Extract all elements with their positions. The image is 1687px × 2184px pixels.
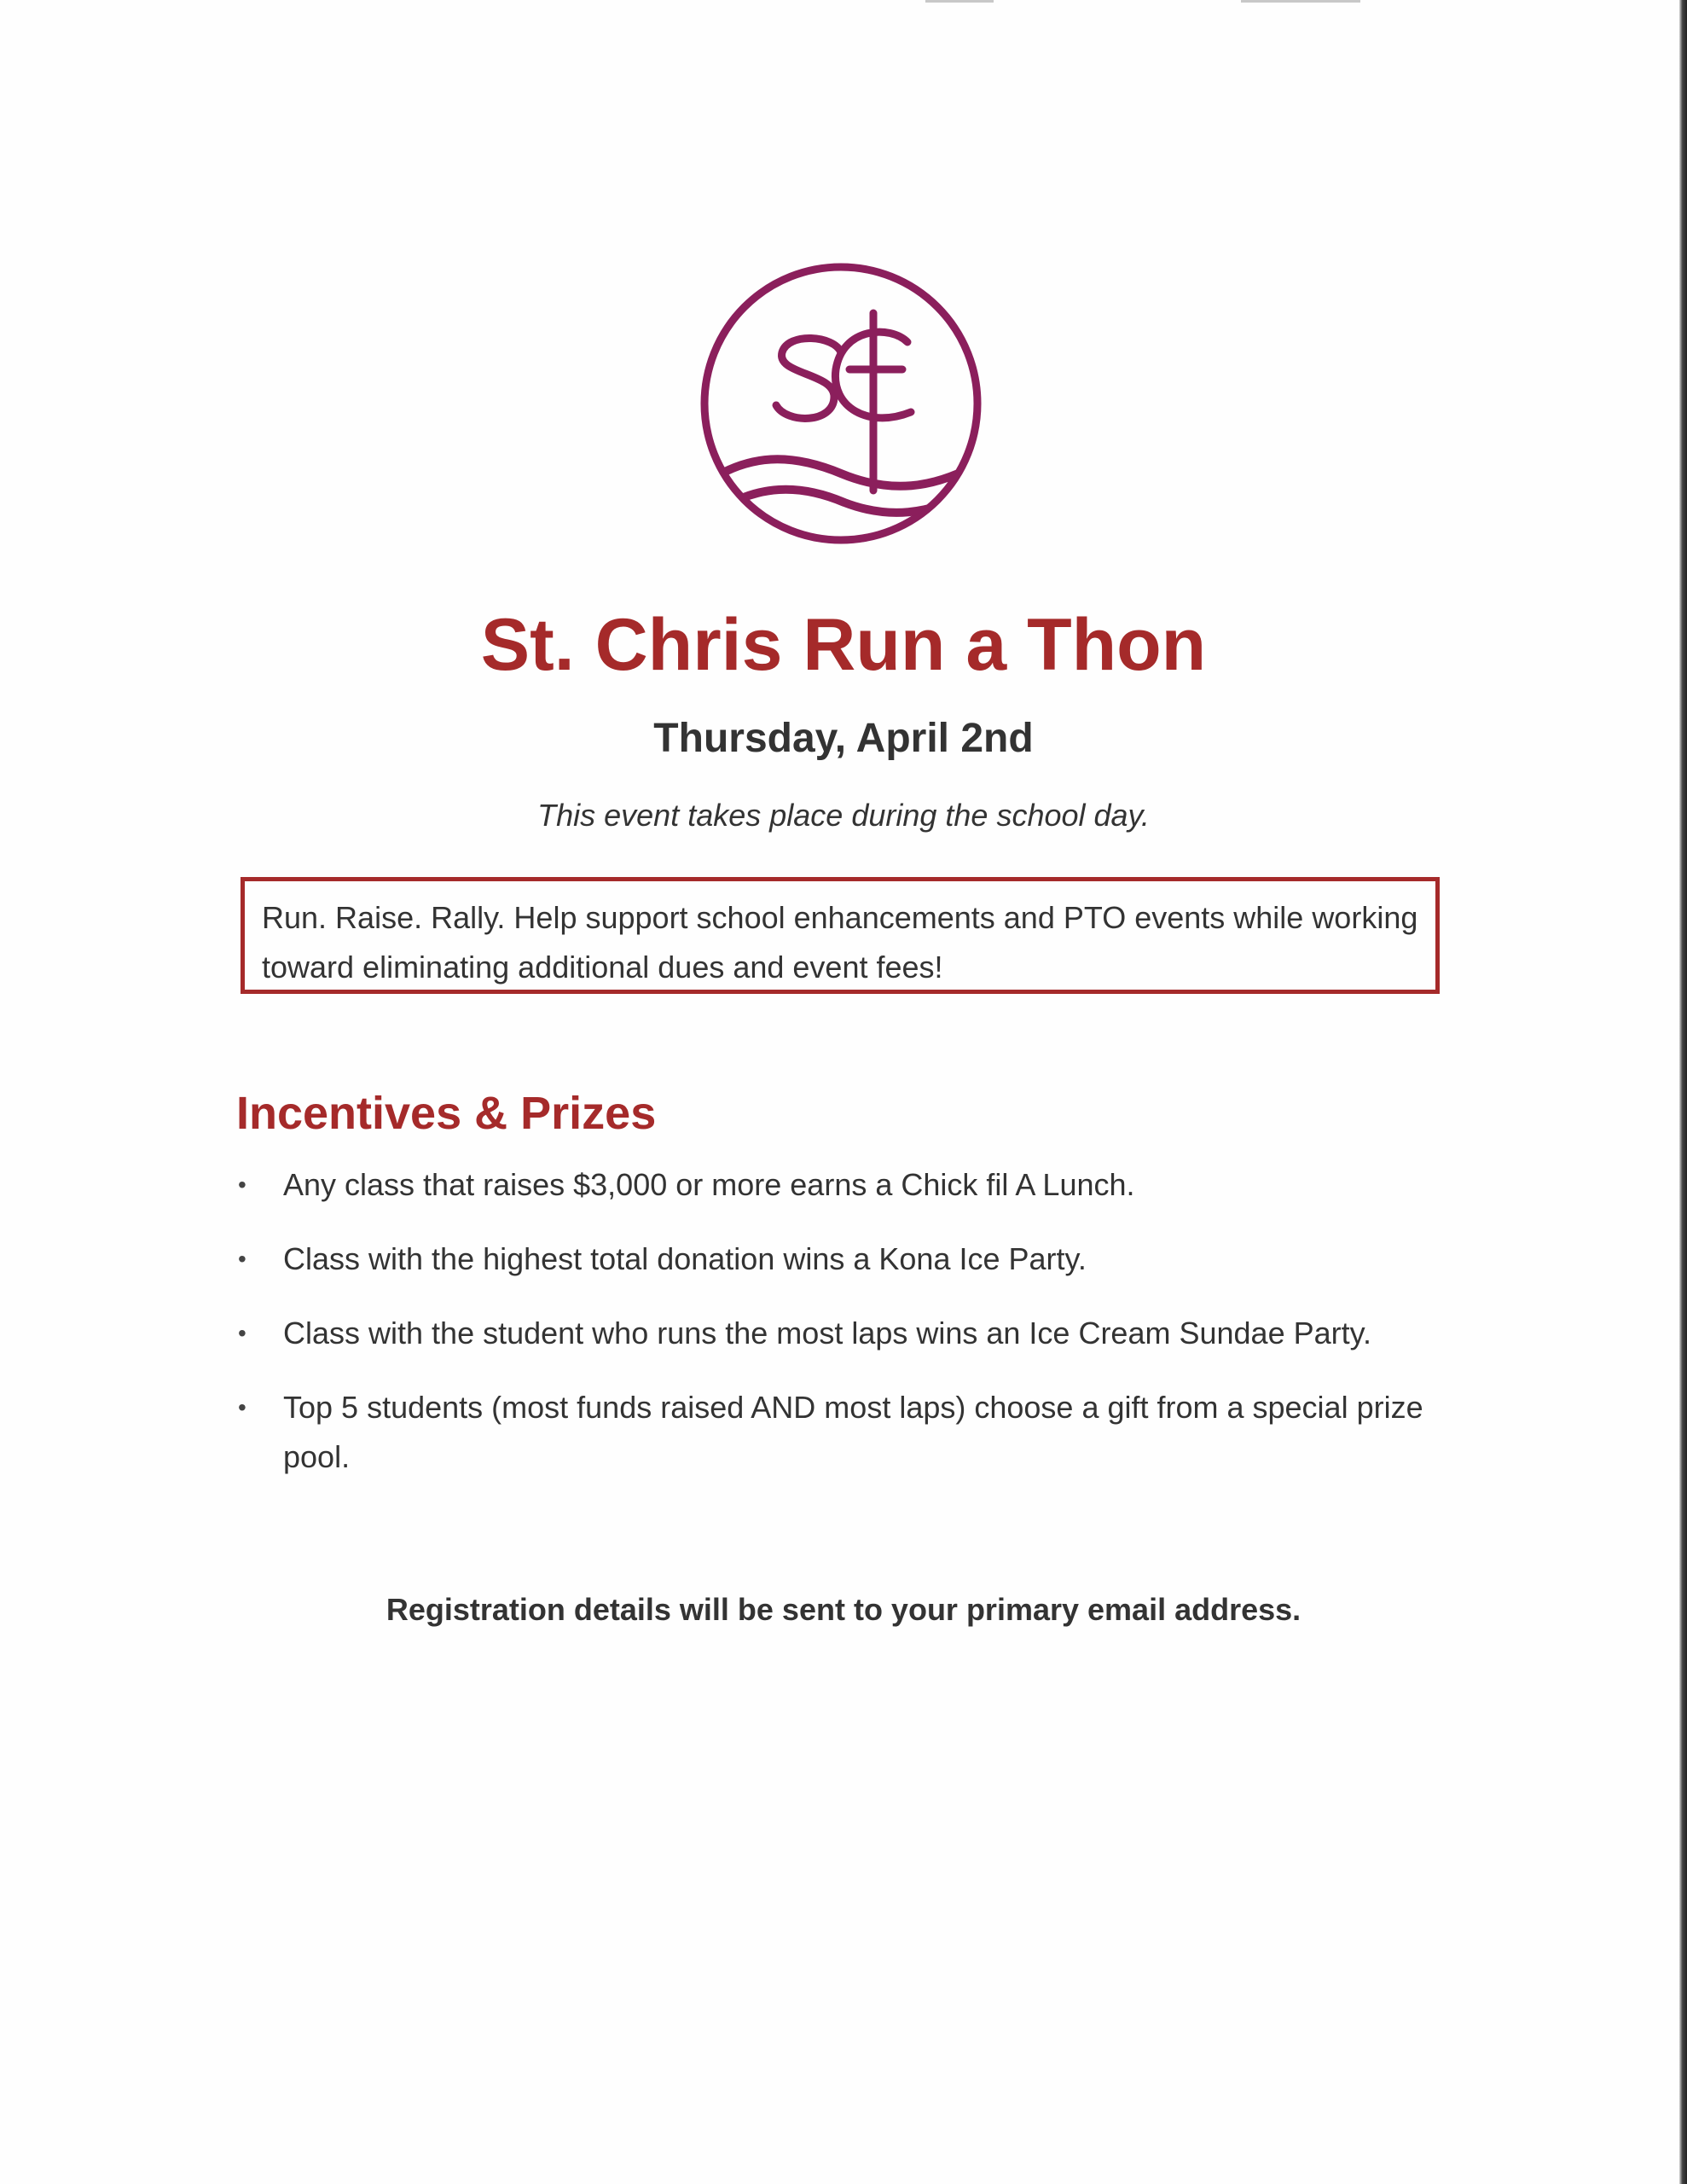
school-logo [698,260,984,547]
scan-artifact-mark [1241,0,1360,3]
scan-edge-shadow [1679,0,1687,2184]
prize-list [236,1160,1447,1507]
incentives-heading: Incentives & Prizes [236,1088,657,1139]
prize-text: Class with the student who runs the most laps wins an Ice Cream Sundae Party. [283,1316,1371,1350]
sc-cross-wave-logo-icon [698,260,984,547]
list-item [236,1383,1447,1482]
scan-artifact-mark [925,0,994,3]
list-item [236,1234,1447,1284]
prize-text: Any class that raises $3,000 or more earns a Chick fil A Lunch. [283,1167,1135,1202]
list-item [236,1160,1447,1210]
bullet-icon: • [238,1320,246,1346]
prize-text: Class with the highest total donation wins a Kona Ice Party. [283,1241,1087,1276]
registration-notice: Registration details will be sent to your primary email address. [386,1592,1301,1627]
event-title: St. Chris Run a Thon [480,604,1207,686]
prize-text: Top 5 students (most funds raised AND most laps) choose a gift from a special prize pool. [283,1390,1423,1474]
event-note: This event takes place during the school day. [537,798,1150,833]
mission-callout-box [241,877,1440,994]
bullet-icon: • [238,1246,246,1272]
bullet-icon: • [238,1171,246,1198]
event-date: Thursday, April 2nd [653,716,1034,761]
list-item [236,1309,1447,1358]
mission-callout-text: Run. Raise. Rally. Help support school enhancements and PTO events while working toward eliminating additional dues and event fees! [262,900,1418,985]
bullet-icon: • [238,1394,246,1420]
